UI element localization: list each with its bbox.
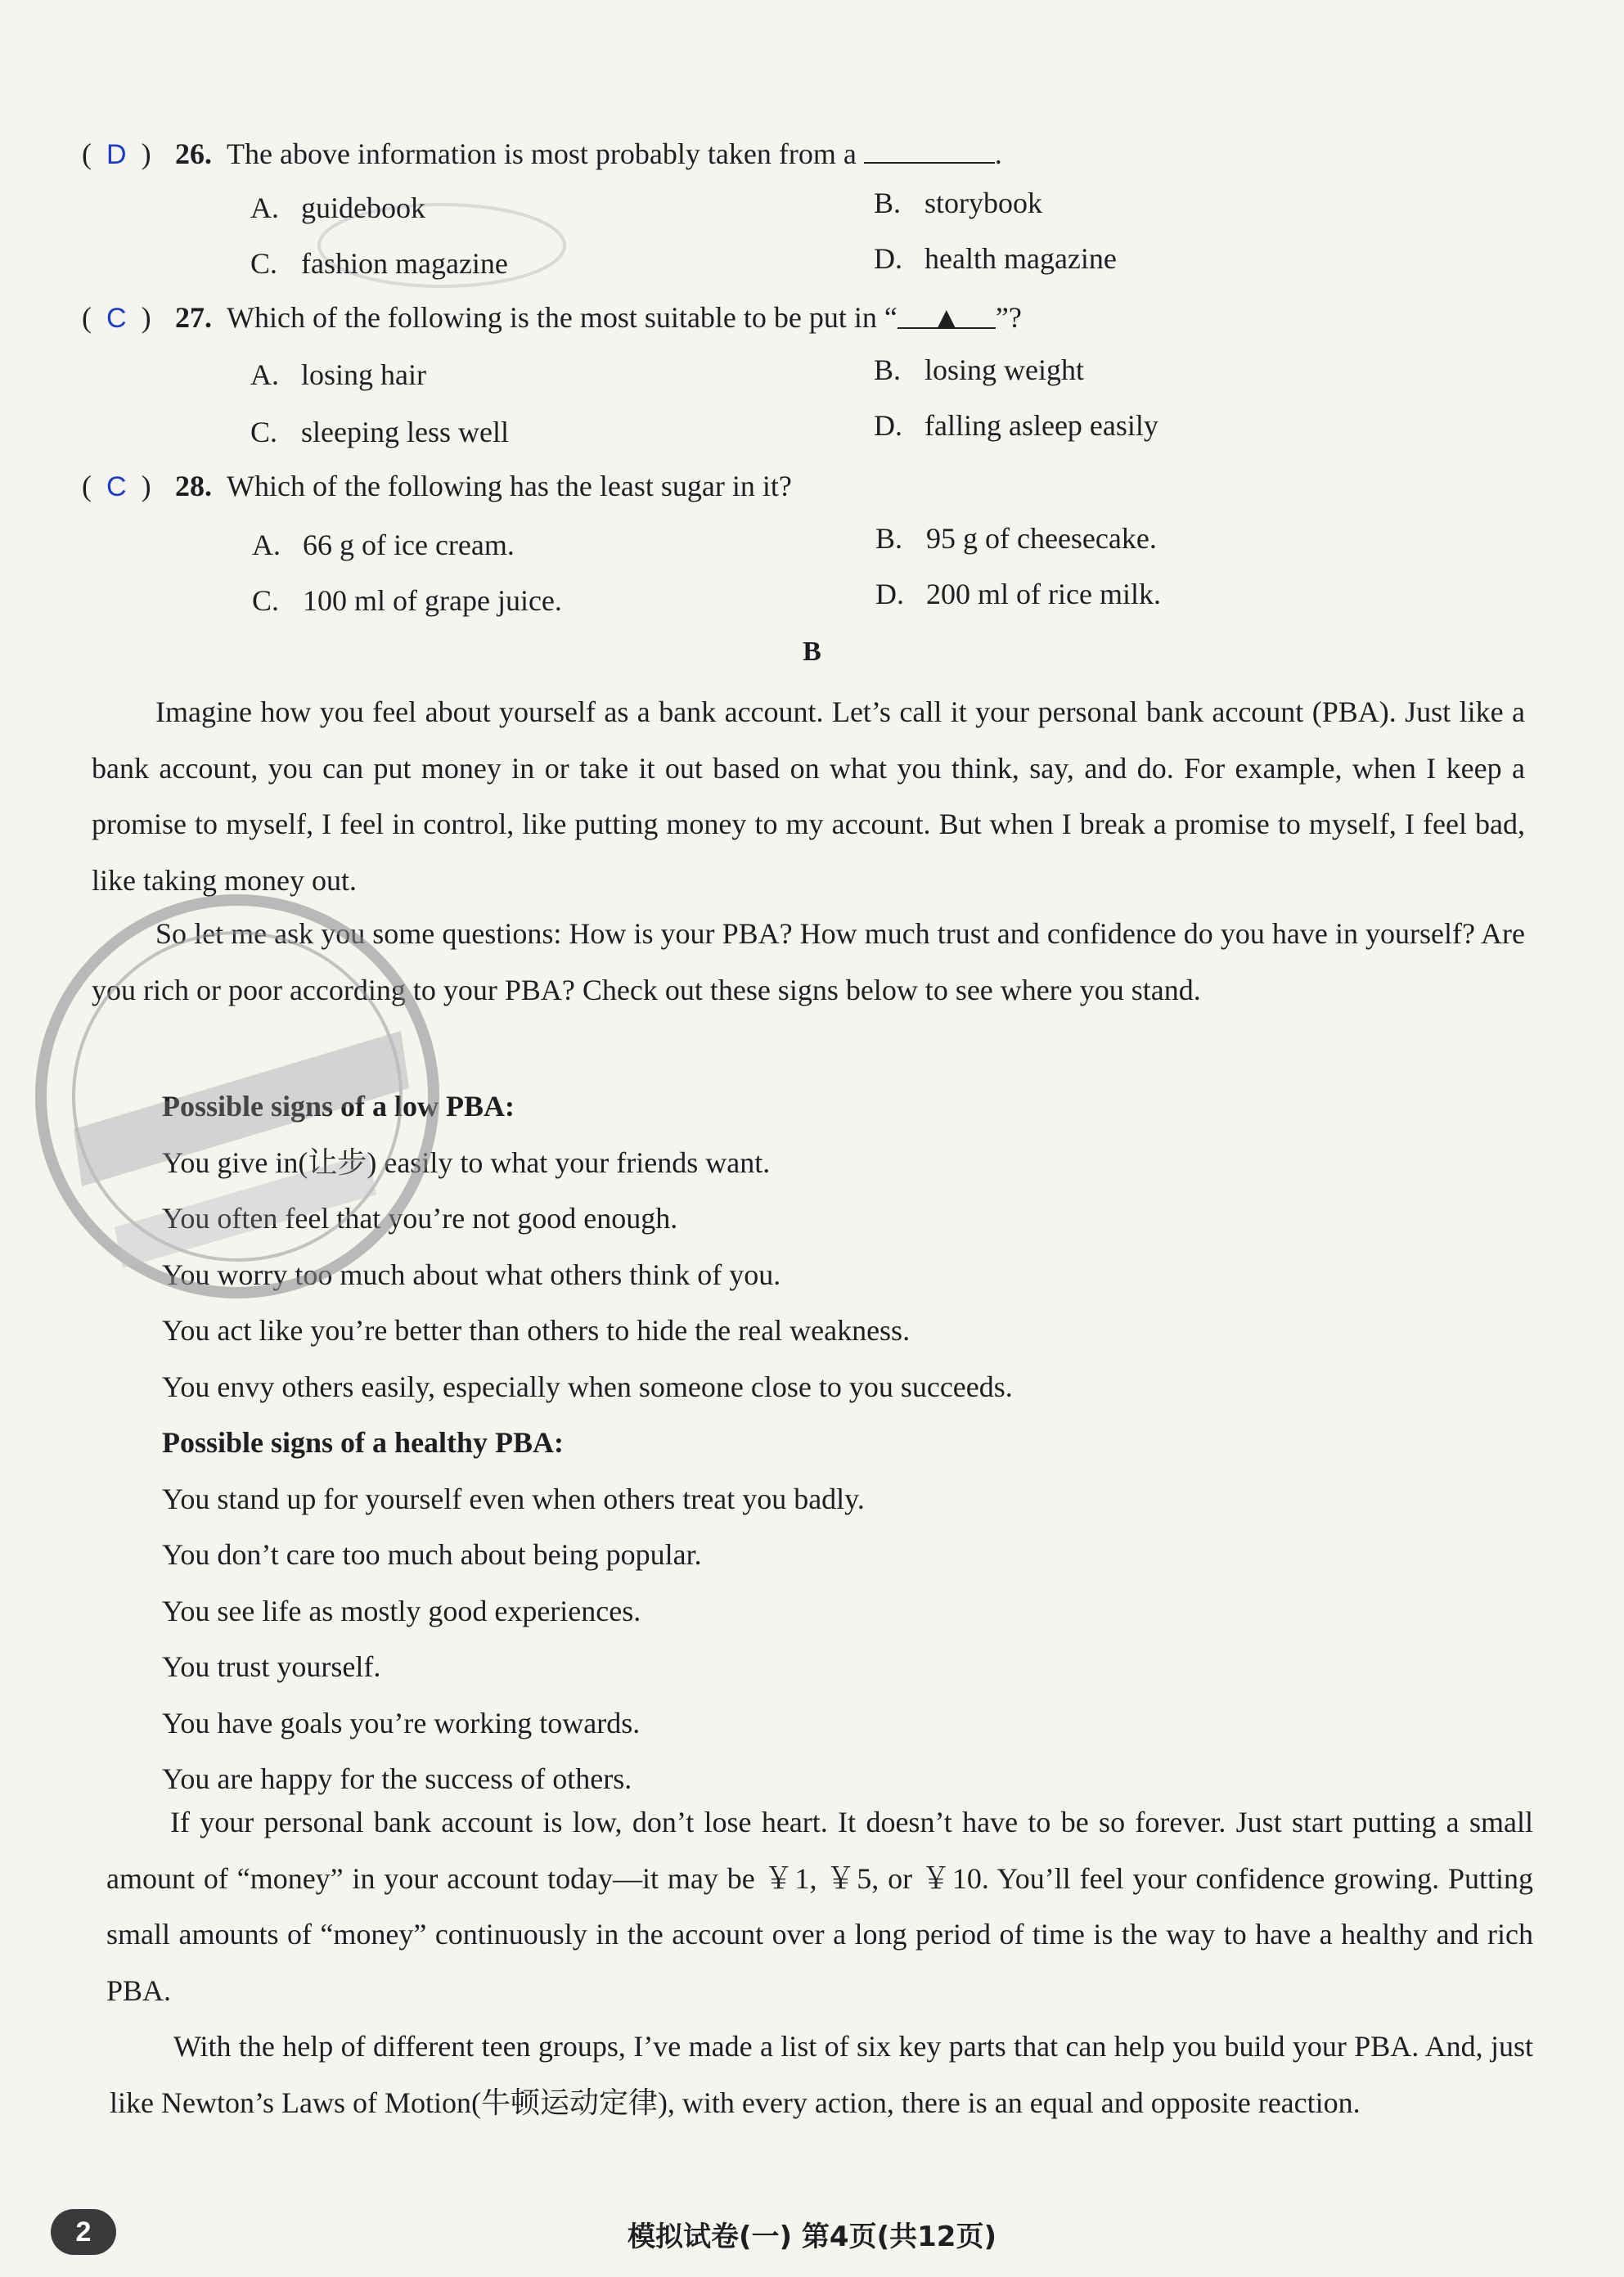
list-item: You are happy for the success of others. (162, 1762, 632, 1795)
option-d: D. 200 ml of rice milk. (875, 578, 1161, 610)
option-a: A. losing hair (250, 358, 426, 391)
option-c: C. sleeping less well (250, 416, 509, 448)
page-footer (0, 2209, 1624, 2258)
option-a: A. guidebook (250, 191, 425, 224)
section-title: B (803, 637, 821, 667)
list-item: You act like you’re better than others to hide the real weakness. (162, 1314, 911, 1347)
paragraph-2: So let me ask you some questions: How is your PBA? How much trust and confidence do you have in yourself? Are you rich or poor according to your PBA? Check out these signs below to see where you stand. (92, 917, 1525, 1006)
option-d: D. falling asleep easily (874, 409, 1158, 442)
question-28: ( C ) 28. Which of the following has the least sugar in it? (82, 470, 792, 502)
answer-letter: C (106, 303, 127, 334)
list-item: You give in(让步) easily to what your friends want. (162, 1145, 771, 1179)
list-item: You often feel that you’re not good enough. (162, 1202, 678, 1235)
question-stem: Which of the following has the least sugar in it? (227, 470, 792, 502)
question-stem: Which of the following is the most suitable to be put in “ (227, 301, 897, 334)
list-item: You have goals you’re working towards. (162, 1706, 641, 1739)
question-stem: The above information is most probably taken from a (227, 137, 857, 170)
question-27: ( C ) 27. Which of the following is the most suitable to be put in “ ▲ ”? (82, 301, 1022, 334)
question-number: 27. (175, 301, 212, 334)
answer-bracket: ( D ) (82, 137, 151, 170)
option-c: C. 100 ml of grape juice. (252, 584, 562, 617)
page-number-badge: 2 (51, 2209, 116, 2255)
paragraph-4: With the help of different teen groups, I’ve made a list of six key parts that can help you build your PBA. And, just like Newton’s Laws of Motion(牛顿运动定律), with every action, there is an equal and opposite reaction. (110, 2030, 1533, 2119)
answer-blank (864, 134, 995, 164)
list-item: You trust yourself. (162, 1650, 381, 1683)
healthy-pba-heading: Possible signs of a healthy PBA: (162, 1426, 565, 1459)
list-item: You envy others easily, especially when someone close to you succeeds. (162, 1370, 1013, 1403)
question-number: 26. (175, 137, 212, 170)
list-item: You don’t care too much about being popular. (162, 1538, 702, 1571)
option-b: B. storybook (874, 187, 1042, 219)
triangle-icon: ▲ (932, 301, 961, 334)
question-26: ( D ) 26. The above information is most probably taken from a . (82, 134, 1002, 173)
triangle-blank (897, 299, 996, 334)
option-c: C. fashion magazine (250, 247, 508, 280)
option-a: A. 66 g of ice cream. (252, 529, 515, 561)
paragraph-1: Imagine how you feel about yourself as a bank account. Let’s call it your personal bank account (PBA). Just like a bank account, you can put money in or take it out based on what you think, say, and do. For example, when I keep a promise to myself, I feel in control, like putting money to my account. But when I break a promise to myself, I feel bad, like taking money out. (92, 695, 1525, 897)
low-pba-list (162, 1078, 1471, 1807)
option-b: B. losing weight (874, 353, 1084, 386)
question-number: 28. (175, 470, 212, 502)
low-pba-heading: Possible signs of a low PBA: (162, 1090, 515, 1123)
option-d: D. health magazine (874, 242, 1117, 275)
list-item: You worry too much about what others think of you. (162, 1258, 781, 1291)
answer-letter: D (106, 139, 127, 170)
answer-letter: C (106, 471, 127, 502)
option-b: B. 95 g of cheesecake. (875, 522, 1157, 555)
list-item: You see life as mostly good experiences. (162, 1594, 641, 1627)
footer-text: 模拟试卷(一) 第4页(共12页) (628, 2221, 996, 2253)
paragraph-3: If your personal bank account is low, don’t lose heart. It doesn’t have to be so forever. Just start putting a small amount of “money” in your account today—it may be ￥1, ￥5, or ￥10. You’ll feel your confidence growing. Putting small amounts of “money” continuously in the account over a long period of time is the way to have a healthy and rich PBA. (106, 1806, 1533, 2007)
list-item: You stand up for yourself even when others treat you badly. (162, 1482, 865, 1515)
